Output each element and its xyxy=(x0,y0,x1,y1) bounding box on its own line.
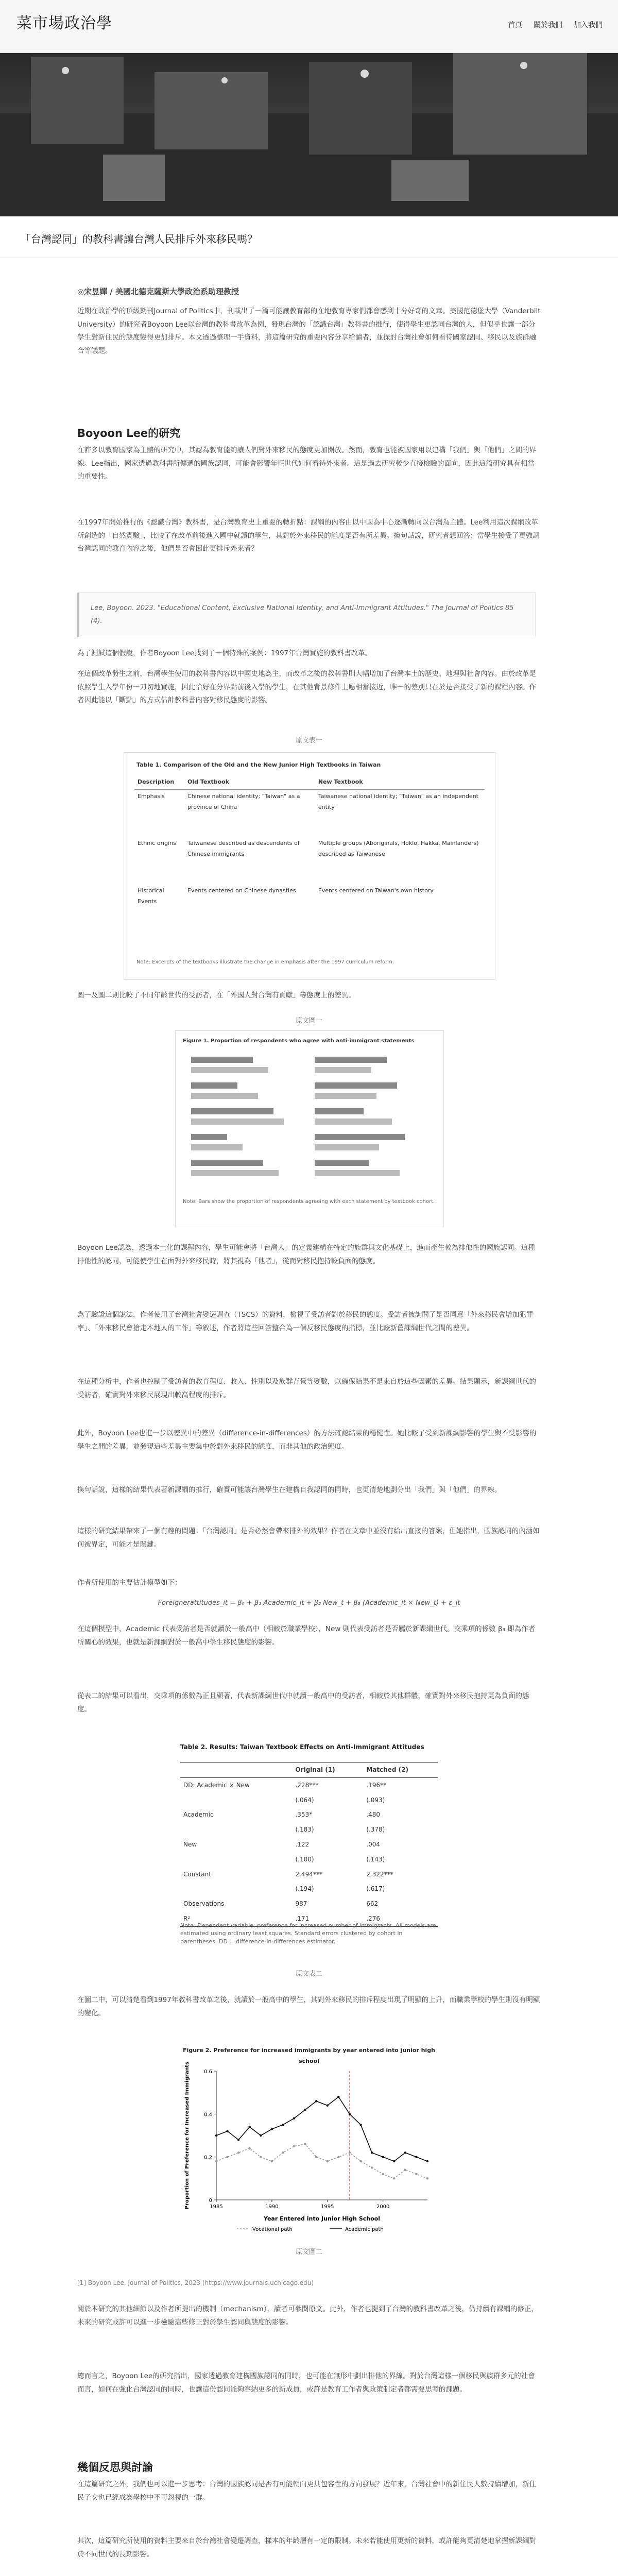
nav-home[interactable]: 首頁 xyxy=(508,21,522,29)
table-cell: .353* xyxy=(295,1811,313,1819)
table-cell: Observations xyxy=(183,1900,225,1908)
table-cell: Matched (2) xyxy=(366,1766,408,1773)
figure-caption: 原文圖二 xyxy=(295,2248,322,2256)
citation-quote: Lee, Boyoon. 2023. "Educational Content, Exclusive National Identity, and Anti-Immigrant Attitudes." The Journal of Politics 85 (4). xyxy=(77,592,536,637)
table-cell: 987 xyxy=(295,1900,307,1908)
table-cell: (.617) xyxy=(366,1885,385,1893)
table-cell: 662 xyxy=(366,1900,379,1908)
paragraph: 為了驗證這個說法，作者使用了台灣社會變遷調查（TSCS）的資料，檢視了受訪者對於移民的態度。受訪者被詢問了是否同意「外來移民會增加犯罪率」、「外來移民會搶走本地人的工作」等敘述，作者將這些回答整合為一個反移民態度的指標，並比較新舊課綱世代之間的差異。 xyxy=(77,1311,534,1332)
bar xyxy=(191,1134,227,1140)
post-title-bar xyxy=(0,216,618,258)
paragraph: 此外，Boyoon Lee也進一步以差異中的差異（difference-in-differences）的方法確認結果的穩健性。她比較了受到新課綱影響的學生與不受影響的學生之間的差異，並發現這些差異主要集中於對外來移民的態度，而非其他的政治態度。 xyxy=(77,1429,537,1451)
data-point xyxy=(237,2139,239,2141)
paragraph: 作者所使用的主要估計模型如下： xyxy=(77,1579,182,1587)
paragraph: 圖一及圖二則比較了不同年齡世代的受訪者，在「外國人對台灣有貢獻」等態度上的差異。 xyxy=(77,991,355,999)
paragraph: 在這個改革發生之前，台灣學生使用的教科書內容以中國史地為主，而改革之後的教科書則大幅增加了台灣本土的歷史、地理與社會內容。由於改革是依照學生入學年份一刀切地實施，因此恰好在分界點前後入學的學生，在其他背景條件上應相當接近，唯一的差別只在於是否接受了新的課程內容。作者因此能以「斷點」的方式估計教科書內容對移民態度的影響。 xyxy=(77,670,536,705)
data-point xyxy=(382,2173,384,2175)
y-tick-label: 0.2 xyxy=(204,2155,212,2161)
bar xyxy=(191,1108,273,1114)
paragraph: 在這個模型中，Academic 代表受訪者是否就讀於一般高中（相較於職業學校），New 則代表受訪者是否屬於新課綱世代。交乘項的係數 β₃ 即為作者所關心的效果，也就是新課綱對於一般高中學生移民態度的影響。 xyxy=(77,1625,536,1647)
market-stall xyxy=(309,62,412,155)
figure-note: Note: Bars show the proportion of respondents agreeing with each statement by textbook cohort. xyxy=(183,1199,435,1205)
table-cell: Taiwanese described as descendants of Chinese immigrants xyxy=(187,840,300,858)
table-row xyxy=(180,1762,438,1778)
table-row xyxy=(134,789,485,837)
bar xyxy=(315,1057,387,1063)
chart-title: Figure 2. Preference for increased immigrants by year entered into junior high school xyxy=(183,2047,435,2064)
data-point xyxy=(249,2126,251,2128)
lamp xyxy=(221,77,228,83)
data-point xyxy=(215,2160,217,2162)
data-point xyxy=(382,2156,384,2158)
nav-join[interactable]: 加入我們 xyxy=(574,21,603,29)
table-cell: Ethnic origins xyxy=(138,840,176,847)
paragraph: Boyoon Lee認為，透過本土化的課程內容，學生可能會將「台灣人」的定義建構在特定的族群與文化基礎上，進而產生較為排他性的國族認同。這種排他性的認同，可能使學生在面對外來移民時，將其視為「他者」，從而對移民抱持較負面的態度。 xyxy=(77,1244,535,1265)
table-row xyxy=(180,1896,438,1911)
table-cell: (.064) xyxy=(295,1796,314,1804)
lamp xyxy=(360,70,369,78)
bar xyxy=(191,1093,258,1099)
table-cell: 2.322*** xyxy=(366,1870,393,1878)
site-logo[interactable]: 菜市場政治學 xyxy=(16,14,112,32)
bar xyxy=(315,1160,369,1166)
table-cell xyxy=(180,1882,292,1896)
series-line-1 xyxy=(216,2097,427,2161)
bar xyxy=(191,1067,268,1073)
data-point xyxy=(371,2166,373,2168)
data-point xyxy=(282,2124,284,2126)
paragraph: 在這種分析中，作者也控制了受訪者的教育程度、收入、性別以及族群背景等變數，以確保結果不是來自於這些因素的差異。結果顯示，新課綱世代的受訪者，確實對外來移民展現出較高程度的排斥。 xyxy=(77,1378,536,1399)
series-line-0 xyxy=(216,2144,427,2179)
data-point xyxy=(304,2109,306,2111)
paragraph: 關於本研究的其他細節以及作者所提出的機制（mechanism），讀者可參閱原文。此外，作者也提到了台灣的教科書改革之後，仍持續有課綱的修正，未來的研究或許可以進一步檢驗這些修正對於學生認同與態度的影響。 xyxy=(77,2305,538,2327)
table-cell: Emphasis xyxy=(138,792,165,800)
data-point xyxy=(215,2134,217,2137)
bar xyxy=(191,1144,243,1150)
nav-about[interactable]: 關於我們 xyxy=(534,21,562,29)
market-stall xyxy=(154,72,268,149)
table-1-image xyxy=(124,752,495,980)
table-cell: Original (1) xyxy=(295,1766,335,1773)
bar xyxy=(315,1144,379,1150)
reference-line[interactable]: [1] Boyoon Lee, Journal of Politics, 2023 (https://www.journals.uchicago.edu) xyxy=(77,2279,314,2286)
paragraph: 在圖二中，可以清楚看到1997年教科書改革之後，就讀於一般高中的學生，其對外來移民的排斥程度出現了明顯的上升，而職業學校的學生則沒有明顯的變化。 xyxy=(77,1996,540,2018)
paragraph: 這樣的研究結果帶來了一個有趣的問題：「台灣認同」是否必然會帶來排外的效果？作者在文章中並沒有給出直接的答案，但她指出，國族認同的內涵如何被界定，可能才是關鍵。 xyxy=(77,1527,540,1549)
bar xyxy=(315,1067,371,1073)
bar xyxy=(315,1082,397,1089)
table-cell: .480 xyxy=(366,1811,380,1819)
figure-1-image xyxy=(175,1030,444,1227)
data-point xyxy=(260,2156,262,2158)
bar xyxy=(191,1057,253,1063)
bar-panel-left xyxy=(191,1052,304,1191)
table-row xyxy=(134,775,485,789)
figure-caption: 原文表二 xyxy=(295,1970,322,1978)
legend-label: Vocational path xyxy=(252,2227,293,2232)
data-point xyxy=(349,2113,351,2115)
table-1 xyxy=(134,775,485,931)
table-cell: (.093) xyxy=(366,1796,385,1804)
y-tick-label: 0.4 xyxy=(204,2112,212,2118)
paragraph: 總而言之，Boyoon Lee的研究指出，國家透過教育建構國族認同的同時，也可能在無形中劃出排他的界線。對於台灣這樣一個移民與族群多元的社會而言，如何在強化台灣認同的同時，也讓這份認同能夠容納更多的新成員，或許是教育工作者與政策制定者都需要思考的課題。 xyxy=(77,2372,535,2394)
data-point xyxy=(271,2160,273,2162)
lamp xyxy=(62,67,69,74)
section-heading: Boyoon Lee的研究 xyxy=(77,427,181,439)
table-cell: Academic xyxy=(183,1811,214,1819)
data-point xyxy=(393,2160,395,2162)
table-cell xyxy=(180,1793,292,1808)
line-chart xyxy=(180,2061,438,2236)
crate xyxy=(103,155,165,201)
table-cell: R² xyxy=(183,1914,191,1922)
figure-title: Figure 1. Proportion of respondents who agree with anti-immigrant statements xyxy=(183,1038,415,1044)
data-point xyxy=(327,2104,329,2106)
data-point xyxy=(327,2160,329,2162)
table-row xyxy=(180,1793,438,1808)
data-point xyxy=(293,2145,295,2147)
table-cell: Multiple groups (Aboriginals, Hoklo, Hakka, Mainlanders) described as Taiwanese xyxy=(318,840,479,858)
data-point xyxy=(304,2143,306,2145)
data-point xyxy=(271,2128,273,2130)
data-point xyxy=(226,2130,228,2132)
data-point xyxy=(393,2177,395,2179)
crate xyxy=(391,160,469,201)
intro-paragraph: 近期在政治學的頂級期刊Journal of Politics中，刊載出了一篇可能讓教育部的在地教育專家們都會感到十分好奇的文章。美國范德堡大學（Vanderbilt University）的研究者Boyoon Lee以台灣的教科書改革為例，發現台灣的「認識台灣」教科書的推行，使得學生更認同台灣的人，但似乎也讓一部分學生對新住民的態度變得更加排斥。本文透過整理一手資料，將這篇研究的重要內容分享給讀者，並探討台灣社會如何看待國家認同、移民以及族群融合等議題。 xyxy=(77,307,541,355)
paragraph: 在1997年開始推行的《認識台灣》教科書，是台灣教育史上重要的轉折點：課綱的內容由以中國為中心逐漸轉向以台灣為主體。Lee利用這次課綱改革所創造的「自然實驗」，比較了在改革前後進入國中就讀的學生，其對於外來移民的態度是否有所差異。換句話說，研究者想回答：當學生接受了更強調台灣認同的教育內容之後，他們是否會因此更排斥外來者？ xyxy=(77,518,540,553)
table-cell: New xyxy=(183,1840,197,1848)
bar xyxy=(315,1170,400,1176)
data-point xyxy=(426,2160,428,2162)
x-tick-label: 1990 xyxy=(265,2204,279,2210)
table-cell: Historical Events xyxy=(138,887,164,905)
data-point xyxy=(249,2147,251,2149)
data-point xyxy=(371,2151,373,2154)
paragraph: 在許多以教育國家為主體的研究中，其認為教育能夠讓人們對外來移民的態度更加開放。然而，教育也能被國家用以建構「我們」與「他們」之間的界線。Lee指出，國家透過教科書所傳遞的國族認同，可能會影響年輕世代如何看待外來者。這是過去研究較少直接檢驗的面向，因此這篇研究具有相當的重要性。 xyxy=(77,446,536,481)
table-cell: (.143) xyxy=(366,1855,385,1863)
bar xyxy=(315,1108,364,1114)
table-cell: .196** xyxy=(366,1781,386,1789)
table-row xyxy=(180,1822,438,1837)
data-point xyxy=(404,2168,406,2171)
figure-caption: 原文表一 xyxy=(295,737,322,744)
data-point xyxy=(226,2156,228,2158)
table-cell xyxy=(180,1762,292,1778)
table-cell: Description xyxy=(138,778,175,785)
lamp xyxy=(520,62,527,69)
data-point xyxy=(349,2151,351,2154)
data-point xyxy=(415,2173,417,2175)
y-tick-label: 0.6 xyxy=(204,2069,212,2075)
bar xyxy=(315,1134,405,1140)
paragraph: 其次，這篇研究所使用的資料主要來自於台灣社會變遷調查，樣本的年齡層有一定的限制。未來若能使用更新的資料，或許能夠更清楚地掌握新課綱對於不同世代的長期影響。 xyxy=(77,2537,536,2558)
table-title: Table 1. Comparison of the Old and the New Junior High Textbooks in Taiwan xyxy=(136,761,381,768)
paragraph: 在這篇研究之外，我們也可以進一步思考：台灣的國族認同是否有可能朝向更具包容性的方向發展？近年來，台灣社會中的新住民人數持續增加，新住民子女也已經成為學校中不可忽視的一群。 xyxy=(77,2480,536,2502)
table-cell: Chinese national identity; "Taiwan" as a province of China xyxy=(187,792,300,810)
table-cell: .122 xyxy=(295,1840,310,1848)
data-point xyxy=(260,2134,262,2137)
data-point xyxy=(315,2100,317,2102)
x-tick-label: 2000 xyxy=(376,2204,390,2210)
table-row xyxy=(180,1837,438,1852)
data-point xyxy=(237,2151,239,2154)
table-2 xyxy=(180,1762,438,1927)
data-point xyxy=(404,2151,406,2154)
table-row xyxy=(134,837,485,884)
x-tick-label: 1995 xyxy=(321,2204,334,2210)
formula: Foreignerattitudes_it = β₀ + β₁ Academic_it + β₂ New_t + β₃ (Academic_it × New_t) + ε_it xyxy=(158,1599,460,1607)
paragraph: 換句話說，這樣的結果代表著新課綱的推行，確實可能讓台灣學生在建構自我認同的同時，也更清楚地劃分出「我們」與「他們」的界線。 xyxy=(77,1486,502,1494)
table-cell xyxy=(180,1822,292,1837)
paragraph: 從表二的結果可以看出，交乘項的係數為正且顯著，代表新課綱世代中就讀一般高中的受訪者，相較於其他群體，確實對外來移民抱持更為負面的態度。 xyxy=(77,1692,529,1714)
bar xyxy=(315,1118,392,1125)
table-cell: .276 xyxy=(366,1914,380,1922)
market-stall xyxy=(31,57,124,144)
table-title: Table 2. Results: Taiwan Textbook Effects on Anti-Immigrant Attitudes xyxy=(180,1743,424,1751)
table-cell: (.183) xyxy=(295,1826,314,1834)
data-point xyxy=(426,2177,428,2179)
table-cell: .004 xyxy=(366,1840,380,1848)
bar xyxy=(315,1093,376,1099)
table-cell: .171 xyxy=(295,1914,310,1922)
table-cell: (.378) xyxy=(366,1826,385,1834)
bar xyxy=(191,1160,263,1166)
table-cell: .228*** xyxy=(295,1781,319,1789)
figure-caption: 原文圖一 xyxy=(295,1017,322,1025)
y-tick-label: 0 xyxy=(209,2198,212,2204)
table-cell: DD: Academic × New xyxy=(183,1781,250,1789)
data-point xyxy=(415,2156,417,2158)
data-point xyxy=(282,2151,284,2154)
legend-label: Academic path xyxy=(345,2227,384,2232)
y-axis-label: Proportion of Preference for Increased Immigrants xyxy=(184,2061,190,2210)
data-point xyxy=(315,2156,317,2158)
x-tick-label: 1985 xyxy=(210,2204,223,2210)
post-title: 「台灣認同」的教科書讓台灣人民排斥外來移民嗎？ xyxy=(21,233,258,245)
table-row xyxy=(180,1882,438,1896)
data-point xyxy=(337,2156,339,2158)
author-line: ◎宋昱嬋 / 美國北德克薩斯大學政治系助理教授 xyxy=(77,287,239,296)
data-point xyxy=(359,2160,362,2162)
data-point xyxy=(293,2117,295,2119)
data-point xyxy=(359,2124,362,2126)
table-row xyxy=(180,1852,438,1867)
x-axis-label: Year Entered into Junior High School xyxy=(264,2215,380,2222)
table-cell: Events centered on Chinese dynasties xyxy=(187,887,296,894)
bar xyxy=(191,1082,237,1089)
table-cell: Events centered on Taiwan's own history xyxy=(318,887,434,894)
table-row xyxy=(134,884,485,931)
table-cell xyxy=(180,1852,292,1867)
table-cell: Old Textbook xyxy=(187,778,230,785)
table-cell: Constant xyxy=(183,1870,211,1878)
bar xyxy=(191,1170,279,1176)
bar-panel-right xyxy=(315,1052,428,1191)
section-heading: 幾個反思與討論 xyxy=(77,2461,153,2473)
table-cell: New Textbook xyxy=(318,778,363,785)
table-row xyxy=(180,1807,438,1822)
table-cell: 2.494*** xyxy=(295,1870,322,1878)
main-nav xyxy=(508,20,603,30)
table-row xyxy=(180,1777,438,1792)
data-point xyxy=(337,2096,339,2098)
paragraph: 為了測試這個假說，作者Boyoon Lee找到了一個特殊的案例：1997年台灣實施的教科書改革。 xyxy=(77,649,372,657)
table-row xyxy=(180,1867,438,1882)
table-cell: (.194) xyxy=(295,1885,314,1893)
bar xyxy=(191,1118,284,1125)
table-note: Note: Dependent variable: preference for increased number of immigrants. All models are estimated using ordinary least squares. Standard errors clustered by cohort in parentheses. DD = difference-in-differences estimator. xyxy=(180,1922,436,1945)
table-cell: Taiwanese national identity; "Taiwan" as an independent entity xyxy=(318,792,478,810)
table-cell: (.100) xyxy=(295,1855,314,1863)
site-header xyxy=(0,0,618,53)
table-note: Note: Excerpts of the textbooks illustrate the change in emphasis after the 1997 curriculum reform. xyxy=(136,959,394,965)
